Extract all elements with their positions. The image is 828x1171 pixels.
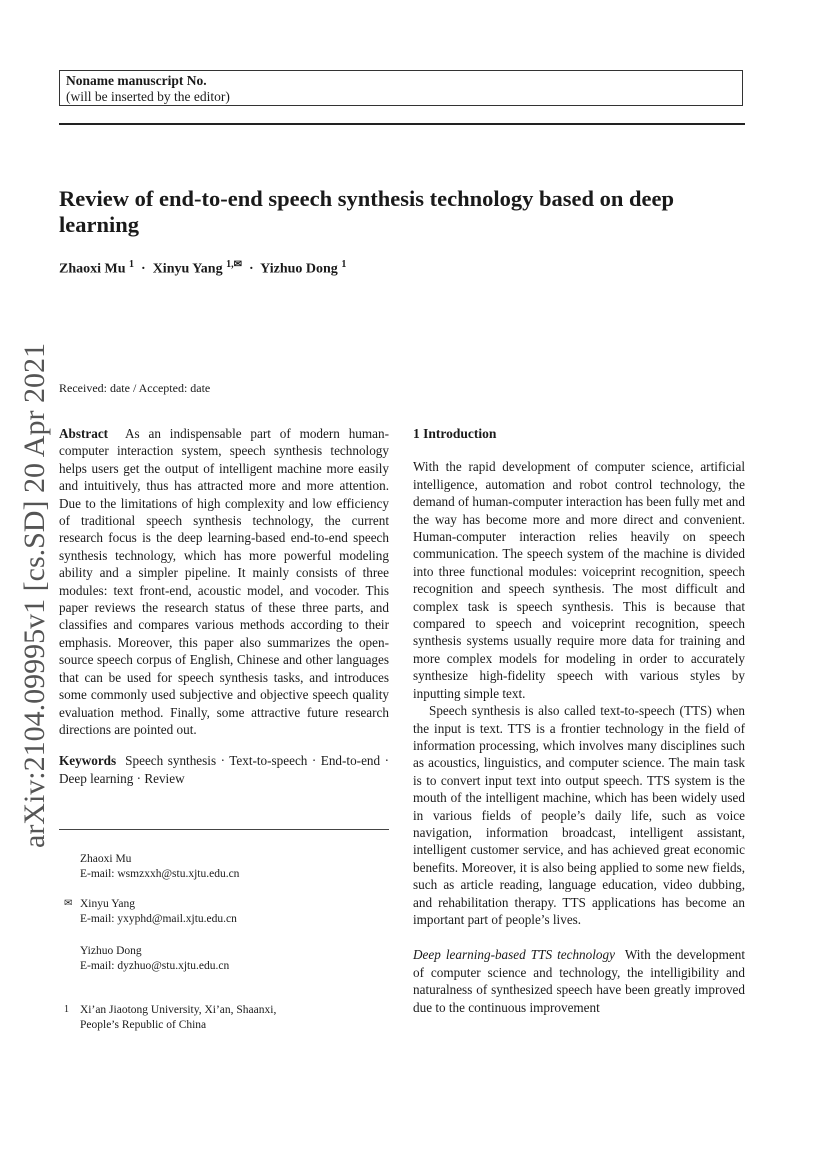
paragraph-heading: Deep learning-based TTS technology bbox=[413, 947, 615, 963]
paragraph-text: With the development of computer science and technology, the intelligibility and naturalness of synthesized speech have been greatly improved due to the continuous improvement bbox=[413, 947, 745, 1015]
author-name: Xinyu Yang bbox=[152, 261, 223, 277]
header-rule bbox=[59, 123, 745, 125]
abstract-label: Abstract bbox=[59, 426, 109, 441]
footnote-rule bbox=[59, 829, 389, 830]
affil-name: Zhaoxi Mu bbox=[80, 853, 132, 865]
institution-line-1: Xi’an Jiaotong University, Xi’an, Shaanxi, bbox=[80, 1004, 277, 1016]
affil-institution bbox=[59, 1003, 389, 1032]
keywords-label: Keywords bbox=[59, 753, 117, 769]
institution-line-2: People’s Republic of China bbox=[80, 1018, 207, 1031]
affil-email: E-mail: wsmzxxh@stu.xjtu.edu.cn bbox=[80, 867, 240, 880]
manuscript-header-box bbox=[59, 70, 743, 106]
envelope-icon: ✉ bbox=[233, 259, 242, 270]
abstract-text: As an indispensable part of modern human-computer interaction system, speech synthesis technology helps users get the output of intelligent machine more easily and intuitively, thus has attracted more and more attention. Due to the limitations of high complexity and low efficiency of traditional speech synthesis technology, the current research focus is the deep learning-based end-to-end speech synthesis technology, which has more powerful modeling ability and a simpler pipeline. It mainly consists of three modules: text front-end, acoustic model, and vocoder. This paper reviews the research status of these three parts, and classifies and compares various methods according to their emphasis. Moreover, this paper also summarizes the open-source speech corpus of English, Chinese and other languages that can be used for speech synthesis tasks, and introduces some commonly used subjective and objective speech quality evaluation method. Finally, some attractive future research directions are pointed out. bbox=[59, 426, 389, 737]
manuscript-label: Noname manuscript No. bbox=[66, 73, 207, 88]
intro-paragraph-2: Speech synthesis is also called text-to-speech (TTS) when the input is text. TTS is a frontier technology in the field of information processing, which involves many disciplines such as acoustics, linguistics, and computer science. The main task is to convert input text into output speech. TTS system is the mouth of the intelligent machine, which has been widely used in various fields of people’s daily life, such as voice navigation, information broadcast, intelligent assistant, intelligent customer service, and has achieved great economic benefits. Moreover, it is also being applied to some new fields, such as article reading, language education, video dubbing, and rehabilitation therapy. TTS applications has become an important part of people’s lives. bbox=[413, 703, 745, 927]
author-affil-mark: 1, bbox=[226, 259, 234, 270]
author-name: Yizhuo Dong bbox=[260, 261, 338, 277]
author-name: Zhaoxi Mu bbox=[59, 261, 126, 277]
affil-author-3 bbox=[59, 944, 389, 973]
author-affil-mark: 1 bbox=[341, 259, 347, 270]
paper-title: Review of end-to-end speech synthesis technology based on deep learning bbox=[59, 186, 675, 237]
author-separator: · bbox=[141, 261, 146, 277]
arxiv-stamp: arXiv:2104.09995v1 [cs.SD] 20 Apr 2021 bbox=[18, 343, 51, 848]
editor-note: (will be inserted by the editor) bbox=[66, 89, 230, 104]
section-heading: 1 Introduction bbox=[413, 426, 497, 441]
right-column bbox=[413, 425, 745, 1016]
abstract bbox=[59, 425, 389, 738]
left-column bbox=[59, 425, 389, 787]
author-affil-mark: 1 bbox=[129, 259, 135, 270]
institution-mark: 1 bbox=[64, 1004, 69, 1015]
affil-author-1 bbox=[59, 852, 389, 881]
intro-paragraph-1: With the rapid development of computer science, artificial intelligence, automation and robot control technology, the demand of human-computer interaction has been fully met and the way has become more and more direct and convenient. Human-computer interaction relies heavily on speech communication. The speech system of the machine is divided into three functional modules: voiceprint recognition, speech recognition and speech synthesis. The most difficult and complex task is speech synthesis. This is because that compared to speech and voiceprint recognition, speech synthesis systems usually require more data for training and more complex models for modeling in order to accurately synthesize high-fidelity speech with various styles by inputting simple text. bbox=[413, 459, 745, 701]
received-date: Received: date / Accepted: date bbox=[59, 381, 211, 395]
affil-email: E-mail: dyzhuo@stu.xjtu.edu.cn bbox=[80, 959, 230, 972]
envelope-icon: ✉ bbox=[64, 898, 73, 909]
affil-email: E-mail: yxyphd@mail.xjtu.edu.cn bbox=[80, 912, 237, 925]
affil-name: Xinyu Yang bbox=[80, 898, 135, 910]
affil-author-2 bbox=[59, 897, 389, 926]
author-separator: · bbox=[248, 261, 254, 277]
affil-name: Yizhuo Dong bbox=[80, 945, 142, 957]
intro-paragraph-3 bbox=[413, 946, 745, 1016]
author-line bbox=[59, 259, 346, 278]
keywords-text: Speech synthesis · Text-to-speech · End-to-end · Deep learning · Review bbox=[59, 753, 389, 786]
keywords bbox=[59, 752, 389, 787]
